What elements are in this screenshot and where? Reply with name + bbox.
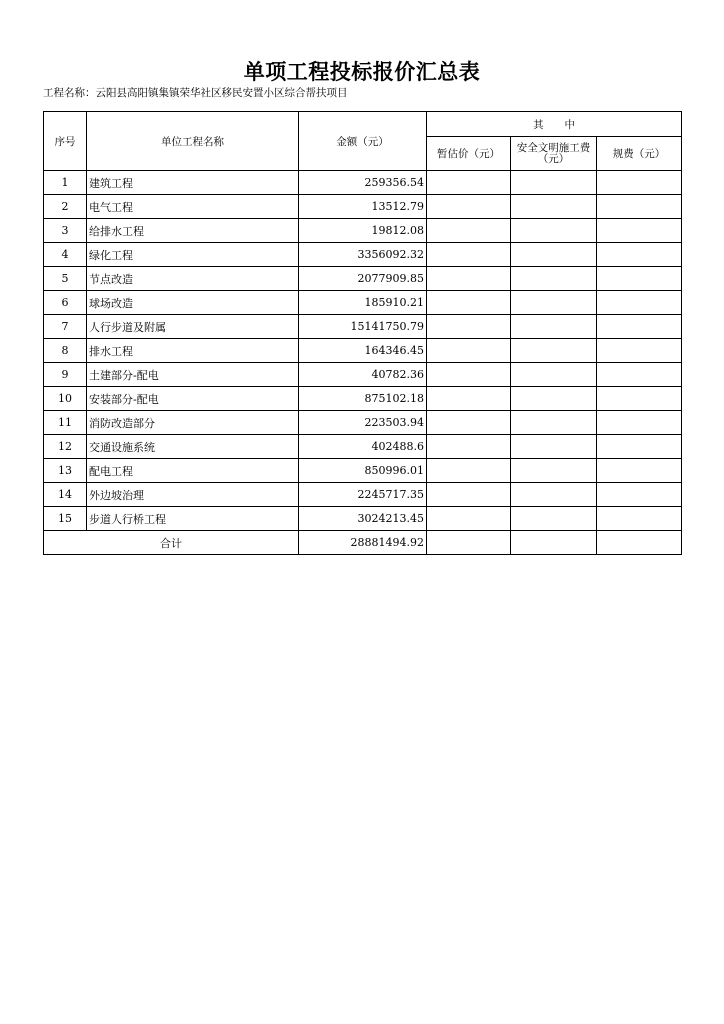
row-provisional bbox=[427, 195, 511, 219]
row-fees bbox=[597, 219, 682, 243]
row-safety bbox=[511, 315, 597, 339]
row-amount: 259356.54 bbox=[299, 171, 427, 195]
header-name: 单位工程名称 bbox=[87, 112, 299, 171]
row-seq: 15 bbox=[44, 507, 87, 531]
header-safety bbox=[511, 137, 597, 171]
table-row bbox=[44, 267, 682, 291]
table-row bbox=[44, 219, 682, 243]
table-row bbox=[44, 243, 682, 267]
row-safety bbox=[511, 219, 597, 243]
table-row bbox=[44, 459, 682, 483]
row-provisional bbox=[427, 171, 511, 195]
row-provisional bbox=[427, 435, 511, 459]
row-fees bbox=[597, 363, 682, 387]
row-provisional bbox=[427, 411, 511, 435]
row-amount: 164346.45 bbox=[299, 339, 427, 363]
row-fees bbox=[597, 387, 682, 411]
table-row bbox=[44, 507, 682, 531]
row-fees bbox=[597, 339, 682, 363]
row-safety bbox=[511, 363, 597, 387]
row-fees bbox=[597, 435, 682, 459]
row-name: 绿化工程 bbox=[87, 243, 299, 267]
row-safety bbox=[511, 291, 597, 315]
row-safety bbox=[511, 267, 597, 291]
row-seq: 6 bbox=[44, 291, 87, 315]
row-name: 土建部分-配电 bbox=[87, 363, 299, 387]
total-row bbox=[44, 531, 682, 555]
row-amount: 223503.94 bbox=[299, 411, 427, 435]
total-fees bbox=[597, 531, 682, 555]
header-amount: 金额（元） bbox=[299, 112, 427, 171]
row-fees bbox=[597, 267, 682, 291]
header-safety-line2: （元） bbox=[537, 152, 570, 165]
row-provisional bbox=[427, 363, 511, 387]
row-name: 排水工程 bbox=[87, 339, 299, 363]
table-row bbox=[44, 387, 682, 411]
row-amount: 15141750.79 bbox=[299, 315, 427, 339]
table-row bbox=[44, 315, 682, 339]
row-amount: 875102.18 bbox=[299, 387, 427, 411]
row-safety bbox=[511, 483, 597, 507]
row-name: 消防改造部分 bbox=[87, 411, 299, 435]
header-fees: 规费（元） bbox=[597, 137, 682, 171]
header-safety-line1: 安全文明施工费 bbox=[516, 141, 591, 154]
total-amount: 28881494.92 bbox=[299, 531, 427, 555]
table-row bbox=[44, 171, 682, 195]
row-amount: 2077909.85 bbox=[299, 267, 427, 291]
row-name: 节点改造 bbox=[87, 267, 299, 291]
row-seq: 1 bbox=[44, 171, 87, 195]
row-name: 球场改造 bbox=[87, 291, 299, 315]
row-provisional bbox=[427, 339, 511, 363]
row-seq: 10 bbox=[44, 387, 87, 411]
table-row bbox=[44, 483, 682, 507]
total-safety bbox=[511, 531, 597, 555]
row-fees bbox=[597, 411, 682, 435]
row-safety bbox=[511, 411, 597, 435]
summary-table bbox=[43, 111, 682, 555]
row-seq: 12 bbox=[44, 435, 87, 459]
row-fees bbox=[597, 291, 682, 315]
row-fees bbox=[597, 459, 682, 483]
row-seq: 14 bbox=[44, 483, 87, 507]
row-fees bbox=[597, 315, 682, 339]
row-amount: 19812.08 bbox=[299, 219, 427, 243]
row-seq: 2 bbox=[44, 195, 87, 219]
row-provisional bbox=[427, 243, 511, 267]
table-row bbox=[44, 339, 682, 363]
row-safety bbox=[511, 435, 597, 459]
table-row bbox=[44, 291, 682, 315]
row-seq: 9 bbox=[44, 363, 87, 387]
page-title: 单项工程投标报价汇总表 bbox=[243, 60, 481, 84]
row-safety bbox=[511, 459, 597, 483]
row-provisional bbox=[427, 267, 511, 291]
row-seq: 4 bbox=[44, 243, 87, 267]
row-seq: 7 bbox=[44, 315, 87, 339]
row-provisional bbox=[427, 459, 511, 483]
row-provisional bbox=[427, 291, 511, 315]
total-label: 合计 bbox=[44, 531, 299, 555]
table-row bbox=[44, 411, 682, 435]
row-fees bbox=[597, 195, 682, 219]
row-amount: 3024213.45 bbox=[299, 507, 427, 531]
row-amount: 185910.21 bbox=[299, 291, 427, 315]
row-seq: 3 bbox=[44, 219, 87, 243]
row-provisional bbox=[427, 219, 511, 243]
row-name: 电气工程 bbox=[87, 195, 299, 219]
row-amount: 402488.6 bbox=[299, 435, 427, 459]
row-fees bbox=[597, 483, 682, 507]
table-row bbox=[44, 195, 682, 219]
row-safety bbox=[511, 195, 597, 219]
row-amount: 2245717.35 bbox=[299, 483, 427, 507]
row-safety bbox=[511, 243, 597, 267]
row-name: 给排水工程 bbox=[87, 219, 299, 243]
row-amount: 3356092.32 bbox=[299, 243, 427, 267]
row-provisional bbox=[427, 507, 511, 531]
row-provisional bbox=[427, 483, 511, 507]
row-seq: 11 bbox=[44, 411, 87, 435]
row-provisional bbox=[427, 315, 511, 339]
row-seq: 13 bbox=[44, 459, 87, 483]
row-fees bbox=[597, 171, 682, 195]
header-seq: 序号 bbox=[44, 112, 87, 171]
row-name: 人行步道及附属 bbox=[87, 315, 299, 339]
project-name: 工程名称：云阳县高阳镇集镇荣华社区移民安置小区综合帮扶项目 bbox=[43, 87, 348, 99]
row-seq: 5 bbox=[44, 267, 87, 291]
row-provisional bbox=[427, 387, 511, 411]
row-safety bbox=[511, 507, 597, 531]
row-amount: 850996.01 bbox=[299, 459, 427, 483]
row-safety bbox=[511, 339, 597, 363]
header-among: 其 中 bbox=[427, 112, 682, 137]
row-seq: 8 bbox=[44, 339, 87, 363]
header-provisional: 暂估价（元） bbox=[427, 137, 511, 171]
row-amount: 40782.36 bbox=[299, 363, 427, 387]
row-name: 外边坡治理 bbox=[87, 483, 299, 507]
row-name: 步道人行桥工程 bbox=[87, 507, 299, 531]
row-name: 建筑工程 bbox=[87, 171, 299, 195]
row-name: 配电工程 bbox=[87, 459, 299, 483]
row-fees bbox=[597, 243, 682, 267]
row-fees bbox=[597, 507, 682, 531]
table-row bbox=[44, 435, 682, 459]
row-name: 交通设施系统 bbox=[87, 435, 299, 459]
row-amount: 13512.79 bbox=[299, 195, 427, 219]
table-row bbox=[44, 363, 682, 387]
total-provisional bbox=[427, 531, 511, 555]
row-name: 安装部分-配电 bbox=[87, 387, 299, 411]
row-safety bbox=[511, 171, 597, 195]
row-safety bbox=[511, 387, 597, 411]
